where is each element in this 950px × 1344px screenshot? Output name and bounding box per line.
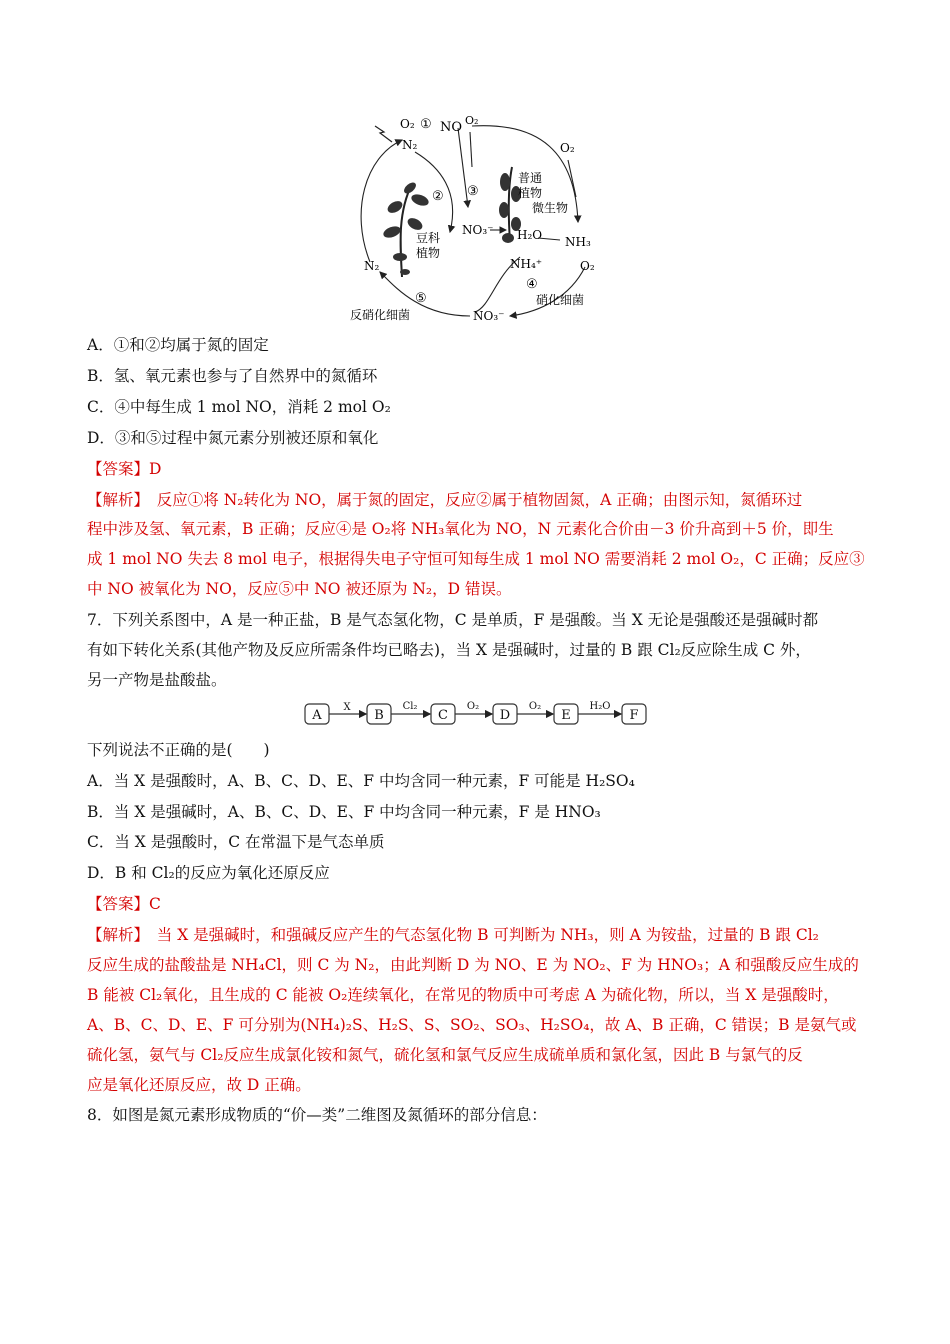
step4-marker: ④ <box>526 277 538 292</box>
q6-option-c: C．④中每生成 1 mol NO，消耗 2 mol O₂ <box>87 398 391 416</box>
q7-explanation-line-6: 应是氧化还原反应，故 D 正确。 <box>87 1076 311 1094</box>
q8-stem: 8．如图是氮元素形成物质的“价—类”二维图及氮循环的部分信息： <box>87 1106 547 1124</box>
o2-b-label: O₂ <box>465 114 479 127</box>
q7-option-c: C．当 X 是强酸时，C 在常温下是气态单质 <box>87 833 385 851</box>
no3-bottom-label: NO₃⁻ <box>473 309 505 323</box>
lightning-icon <box>375 126 392 142</box>
flow-reagent-x: X <box>343 702 351 713</box>
flow-label-e: E <box>561 708 571 723</box>
o2-lower-label: O₂ <box>580 259 595 273</box>
flow-label-b: B <box>374 708 384 723</box>
q7-flow-diagram <box>300 698 652 730</box>
q7-explanation-line-1 <box>87 924 819 946</box>
legume-plant-icon <box>382 180 430 277</box>
arrow-nh3-no3 <box>510 267 585 316</box>
flow-label-a: A <box>312 708 322 723</box>
step2-marker: ② <box>432 189 444 204</box>
nh3-label: NH₃ <box>565 235 591 249</box>
legume-label-2: 植物 <box>416 246 441 260</box>
common-plant-label-2: 植物 <box>518 186 543 200</box>
nh4-label: NH₄⁺ <box>510 257 543 271</box>
q7-option-a: A．当 X 是强酸时，A、B、C、D、E、F 中均含同一种元素，F 可能是 H₂SO₄ <box>87 772 635 790</box>
no-label: NO <box>440 120 463 135</box>
h2o-label: H₂O <box>517 228 543 242</box>
q7-explanation-label: 【解析】 <box>87 926 142 944</box>
arrow-o2-right <box>568 160 576 197</box>
n2-left-label: N₂ <box>364 259 380 273</box>
q7-answer: 【答案】C <box>87 895 161 913</box>
q7-explanation-text-1: 当 X 是强碱时，和强碱反应产生的气态氢化物 B 可判断为 NH₃，则 A 为铵盐，过量的 B 跟 Cl₂ <box>156 926 819 944</box>
q7-option-b: B．当 X 是强碱时，A、B、C、D、E、F 中均含同一种元素，F 是 HNO₃ <box>87 803 601 821</box>
q6-option-d: D．③和⑤过程中氮元素分别被还原和氧化 <box>87 429 379 447</box>
q6-explanation-line-3: 成 1 mol NO 失去 8 mol 电子，根据得失电子守恒可知每生成 1 mol NO 需要消耗 2 mol O₂，C 正确；反应③ <box>87 550 865 568</box>
common-plant-label-1: 普通 <box>518 171 543 185</box>
flow-reagent-o2a: O₂ <box>466 701 480 712</box>
q7-explanation-line-3: B 能被 Cl₂氧化，且生成的 C 能被 O₂连续氧化，在常见的物质中可考虑 A 为硫化物，所以，当 X 是强酸时， <box>87 986 839 1004</box>
q6-explanation-line-2: 程中涉及氢、氧元素，B 正确；反应④是 O₂将 NH₃氧化为 NO，N 元素化合价由－3 价升高到＋5 价，即生 <box>87 520 834 538</box>
flow-label-c: C <box>438 708 448 723</box>
q6-answer: 【答案】D <box>87 460 162 478</box>
q7-option-d: D．B 和 Cl₂的反应为氧化还原反应 <box>87 864 330 882</box>
step5-marker: ⑤ <box>415 291 427 306</box>
nitrifying-label: 硝化细菌 <box>536 293 585 307</box>
q6-explanation-text-1: 反应①将 N₂转化为 NO，属于氮的固定，反应②属于植物固氮，A 正确；由图示知，氮循环过 <box>156 491 803 509</box>
cycle-arc-left <box>361 140 402 262</box>
denitrifying-label: 反硝化细菌 <box>350 308 411 322</box>
q7-stem-line-3: 另一产物是盐酸盐。 <box>87 671 227 689</box>
q7-stem-line-1: 7．下列关系图中，A 是一种正盐，B 是气态氢化物，C 是单质，F 是强酸。当 X 无论是强酸还是强碱时都 <box>87 611 819 629</box>
q7-explanation-line-2: 反应生成的盐酸盐是 NH₄Cl，则 C 为 N₂，由此判断 D 为 NO、E 为 NO₂、F 为 HNO₃；A 和强酸反应生成的 <box>87 956 859 974</box>
q6-option-b: B．氢、氧元素也参与了自然界中的氮循环 <box>87 367 378 385</box>
q7-stem-line-2: 有如下转化关系(其他产物及反应所需条件均已略去)，当 X 是强碱时，过量的 B 跟 Cl₂反应除生成 C 外， <box>87 641 811 659</box>
legume-label-1: 豆科 <box>416 231 441 245</box>
arrow-o2-no3 <box>470 132 472 167</box>
flow-reagent-h2o: H₂O <box>589 701 611 712</box>
step1-marker: ① <box>420 117 432 132</box>
q7-question: 下列说法不正确的是( ) <box>87 741 270 759</box>
microbe-label: 微生物 <box>532 201 569 215</box>
flow-reagent-cl2: Cl₂ <box>402 701 418 712</box>
q7-explanation-line-4: A、B、C、D、E、F 可分别为(NH₄)₂S、H₂S、S、SO₂、SO₃、H₂SO₄，故 A、B 正确，C 错误；B 是氨气或 <box>87 1016 857 1034</box>
q7-explanation-line-5: 硫化氢，氨气与 Cl₂反应生成氯化铵和氮气，硫化氢和氯气反应生成硫单质和氯化氢，因此 B 与氯气的反 <box>87 1046 803 1064</box>
no3-left-label: NO₃⁻ <box>462 223 494 237</box>
q6-option-a: A．①和②均属于氮的固定 <box>87 336 269 354</box>
flow-reagent-o2b: O₂ <box>528 701 542 712</box>
nitrogen-cycle-diagram <box>340 112 620 327</box>
step3-marker: ③ <box>467 184 479 199</box>
q6-explanation-label: 【解析】 <box>87 491 142 509</box>
q6-explanation-line-4: 中 NO 被氧化为 NO，反应⑤中 NO 被还原为 N₂，D 错误。 <box>87 580 512 598</box>
flow-label-f: F <box>629 708 639 723</box>
o2-right-label: O₂ <box>560 141 575 155</box>
o2-top-label: O₂ <box>400 117 415 131</box>
q6-explanation-line-1 <box>87 489 802 511</box>
n2-top-label: N₂ <box>402 138 418 152</box>
flow-label-d: D <box>499 708 511 723</box>
